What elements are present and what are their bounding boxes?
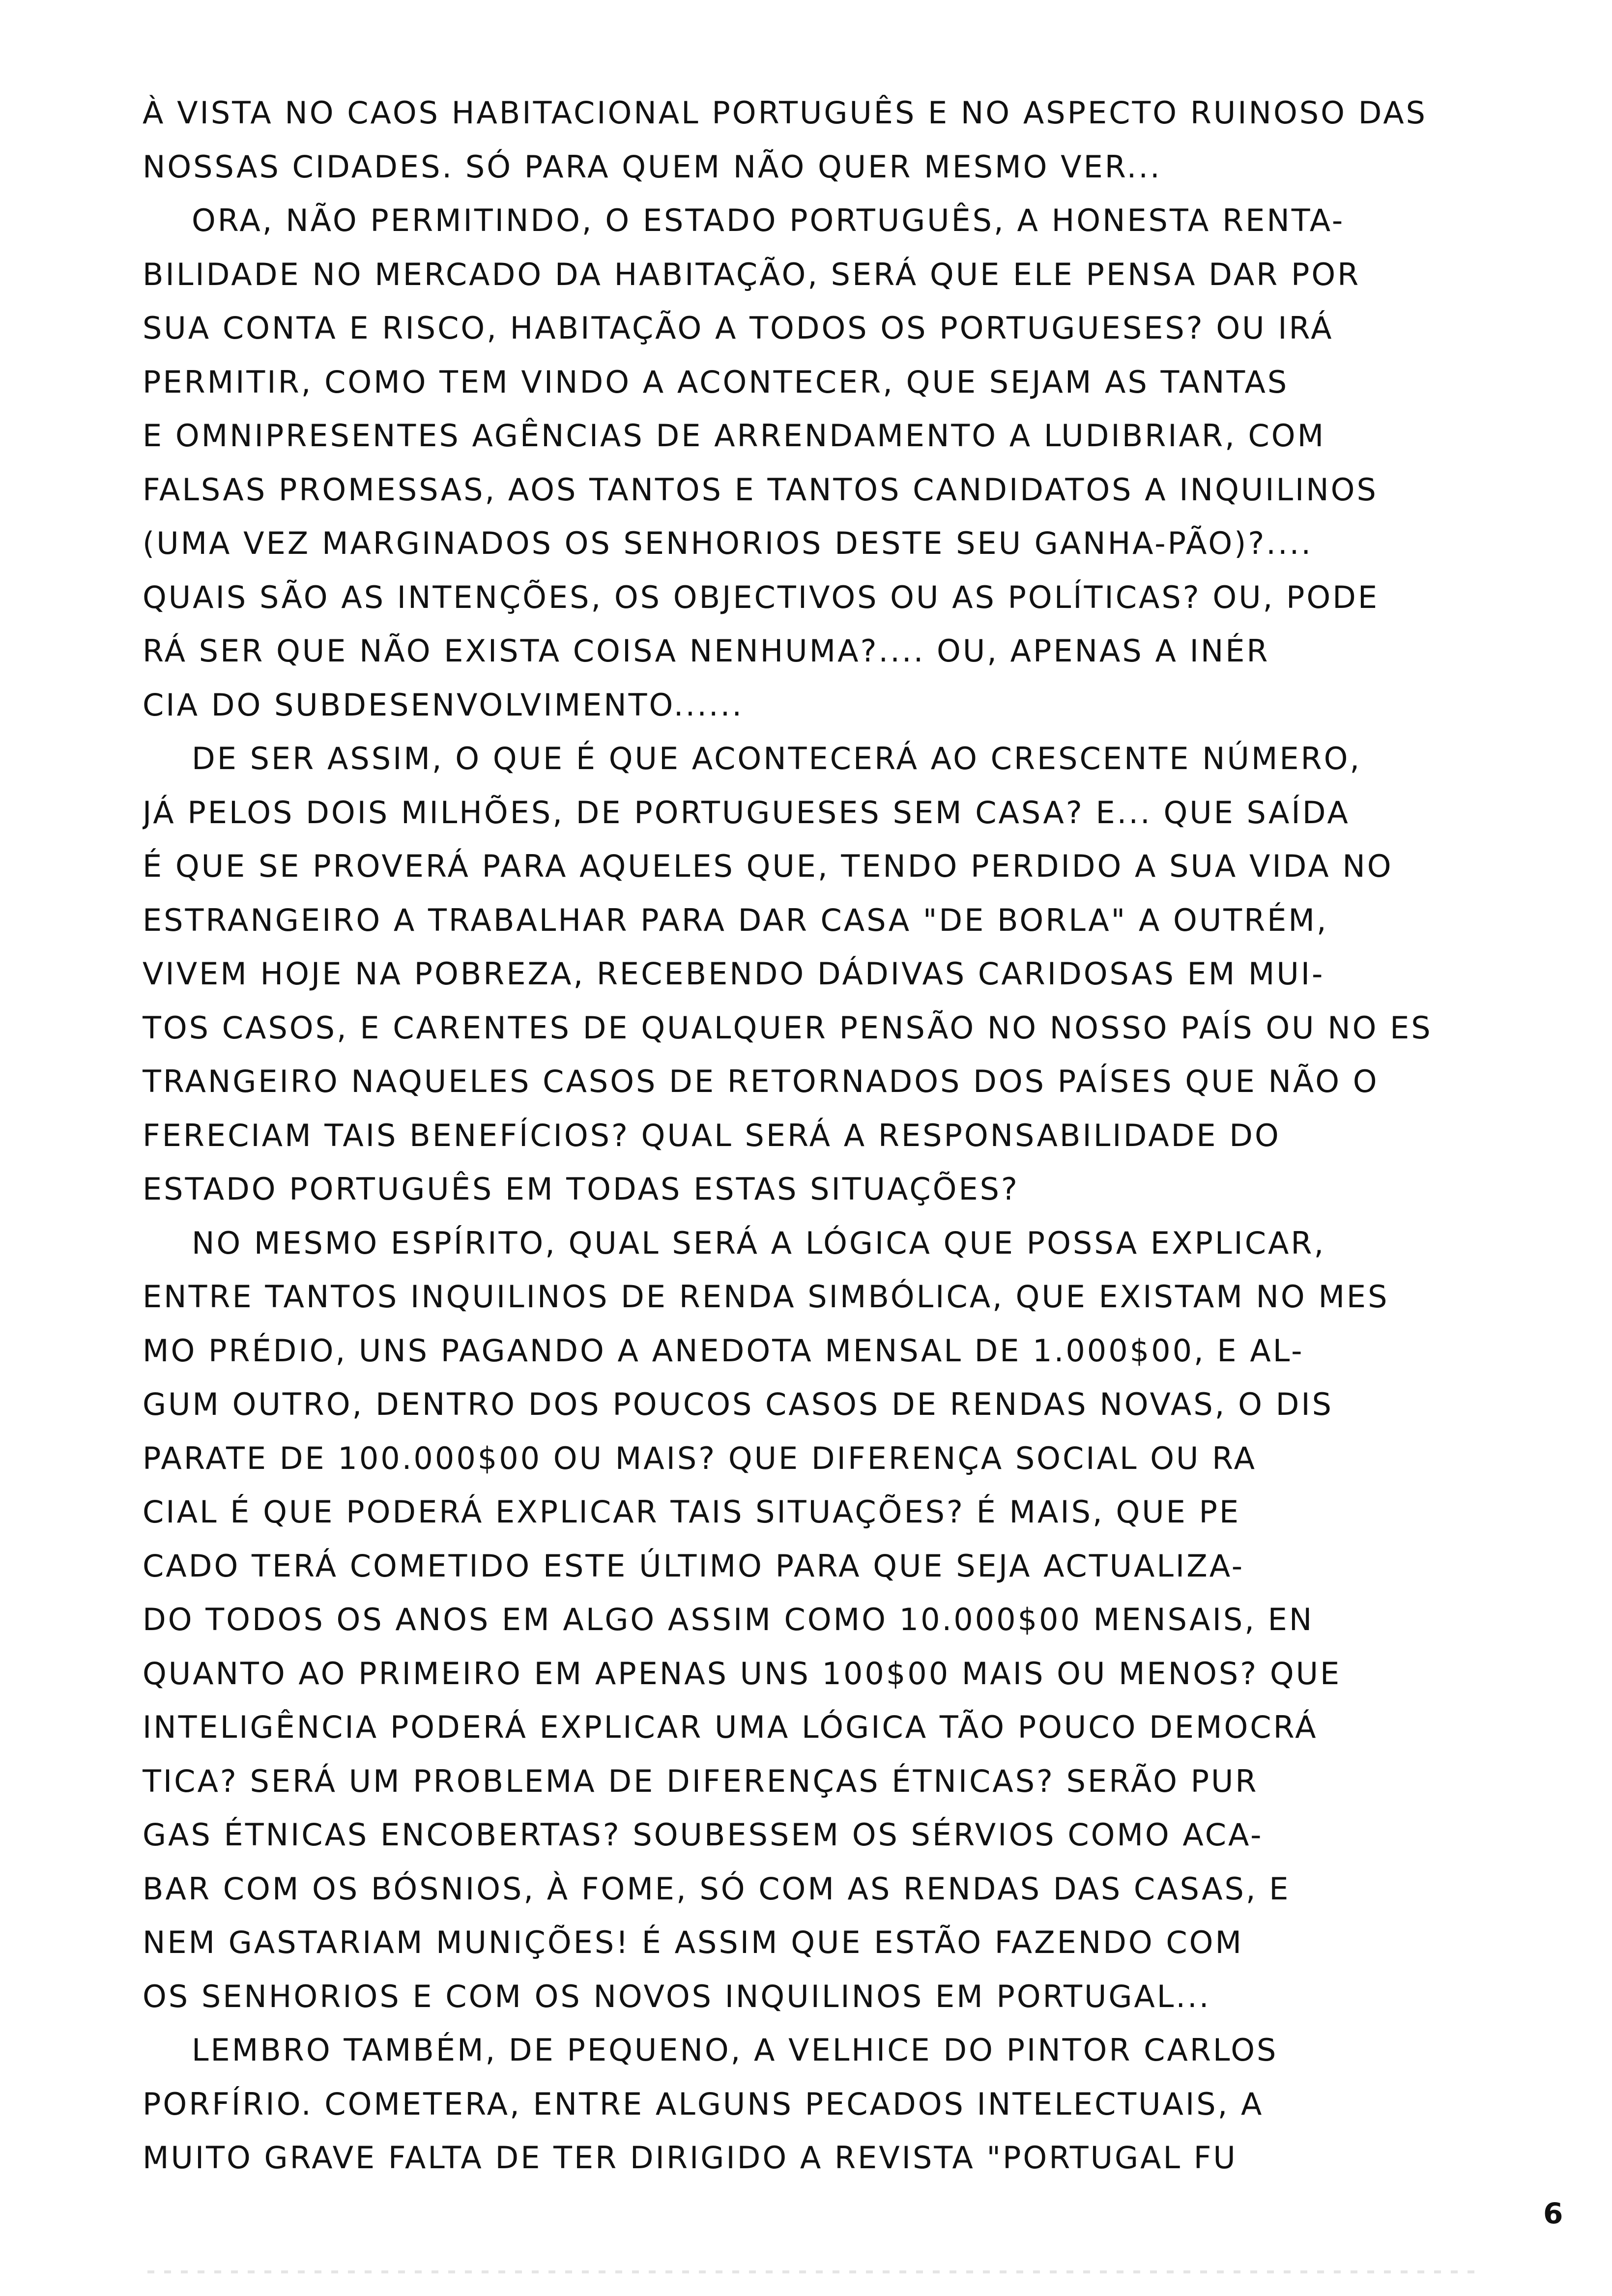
text-line: BILIDADE NO MERCADO DA HABITAÇÃO, SERÁ QUE ELE PENSA DAR POR: [143, 256, 1361, 292]
text-line: ENTRE TANTOS INQUILINOS DE RENDA SIMBÓLICA, QUE EXISTAM NO MES: [143, 1279, 1389, 1315]
text-line: LEMBRO TAMBÉM, DE PEQUENO, A VELHICE DO PINTOR CARLOS: [192, 2032, 1278, 2068]
text-line: INTELIGÊNCIA PODERÁ EXPLICAR UMA LÓGICA TÃO POUCO DEMOCRÁ: [143, 1709, 1318, 1745]
text-line: QUANTO AO PRIMEIRO EM APENAS UNS 100$00 MAIS OU MENOS? QUE: [143, 1655, 1342, 1692]
text-line: OS SENHORIOS E COM OS NOVOS INQUILINOS EM PORTUGAL...: [143, 1978, 1211, 2014]
text-line: PORFÍRIO. COMETERA, ENTRE ALGUNS PECADOS INTELECTUAIS, A: [143, 2086, 1264, 2122]
text-line: ESTRANGEIRO A TRABALHAR PARA DAR CASA "DE BORLA" A OUTRÉM,: [143, 902, 1328, 938]
text-line: TOS CASOS, E CARENTES DE QUALQUER PENSÃO NO NOSSO PAÍS OU NO ES: [143, 1009, 1433, 1046]
text-line: (UMA VEZ MARGINADOS OS SENHORIOS DESTE SEU GANHA-PÃO)?....: [143, 525, 1313, 561]
text-line: GAS ÉTNICAS ENCOBERTAS? SOUBESSEM OS SÉRVIOS COMO ACA-: [143, 1817, 1264, 1853]
text-line: É QUE SE PROVERÁ PARA AQUELES QUE, TENDO PERDIDO A SUA VIDA NO: [143, 848, 1393, 884]
text-line: CADO TERÁ COMETIDO ESTE ÚLTIMO PARA QUE SEJA ACTUALIZA-: [143, 1548, 1245, 1584]
text-line: DE SER ASSIM, O QUE É QUE ACONTECERÁ AO CRESCENTE NÚMERO,: [192, 741, 1362, 776]
text-line: ESTADO PORTUGUÊS EM TODAS ESTAS SITUAÇÕES?: [143, 1171, 1019, 1207]
scan-artifact-divider: [147, 2270, 1474, 2273]
text-line: À VISTA NO CAOS HABITACIONAL PORTUGUÊS E NO ASPECTO RUINOSO DAS: [143, 95, 1428, 131]
text-line: E OMNIPRESENTES AGÊNCIAS DE ARRENDAMENTO A LUDIBRIAR, COM: [143, 418, 1326, 454]
text-line: PERMITIR, COMO TEM VINDO A ACONTECER, QUE SEJAM AS TANTAS: [143, 364, 1289, 400]
text-line: VIVEM HOJE NA POBREZA, RECEBENDO DÁDIVAS CARIDOSAS EM MUI-: [143, 956, 1325, 992]
text-line: JÁ PELOS DOIS MILHÕES, DE PORTUGUESES SEM CASA? E... QUE SAÍDA: [143, 794, 1350, 831]
text-line: QUAIS SÃO AS INTENÇÕES, OS OBJECTIVOS OU AS POLÍTICAS? OU, PODE: [143, 579, 1380, 615]
text-line: MUITO GRAVE FALTA DE TER DIRIGIDO A REVISTA "PORTUGAL FU: [143, 2140, 1238, 2176]
text-line: FERECIAM TAIS BENEFÍCIOS? QUAL SERÁ A RESPONSABILIDADE DO: [143, 1117, 1281, 1153]
text-line: ORA, NÃO PERMITINDO, O ESTADO PORTUGUÊS, A HONESTA RENTA-: [192, 202, 1345, 238]
text-line: TRANGEIRO NAQUELES CASOS DE RETORNADOS DOS PAÍSES QUE NÃO O: [143, 1063, 1379, 1099]
text-line: FALSAS PROMESSAS, AOS TANTOS E TANTOS CANDIDATOS A INQUILINOS: [143, 471, 1378, 508]
text-line: SUA CONTA E RISCO, HABITAÇÃO A TODOS OS PORTUGUESES? OU IRÁ: [143, 310, 1334, 346]
text-line: PARATE DE 100.000$00 OU MAIS? QUE DIFERENÇA SOCIAL OU RA: [143, 1440, 1257, 1476]
handwritten-text-body: [143, 86, 1568, 2185]
text-line: DO TODOS OS ANOS EM ALGO ASSIM COMO 10.000$00 MENSAIS, EN: [143, 1602, 1314, 1637]
text-line: TICA? SERÁ UM PROBLEMA DE DIFERENÇAS ÉTNICAS? SERÃO PUR: [143, 1763, 1259, 1799]
page-number: 6: [1543, 2197, 1563, 2230]
text-line: NOSSAS CIDADES. SÓ PARA QUEM NÃO QUER MESMO VER...: [143, 148, 1162, 185]
text-line: NO MESMO ESPÍRITO, QUAL SERÁ A LÓGICA QUE POSSA EXPLICAR,: [192, 1225, 1326, 1261]
text-line: RÁ SER QUE NÃO EXISTA COISA NENHUMA?.... OU, APENAS A INÉR: [143, 633, 1270, 669]
text-line: CIAL É QUE PODERÁ EXPLICAR TAIS SITUAÇÕES? É MAIS, QUE PE: [143, 1494, 1241, 1530]
text-line: BAR COM OS BÓSNIOS, À FOME, SÓ COM AS RENDAS DAS CASAS, E: [143, 1870, 1291, 1907]
text-line: NEM GASTARIAM MUNIÇÕES! É ASSIM QUE ESTÃO FAZENDO COM: [143, 1924, 1243, 1960]
text-line: CIA DO SUBDESENVOLVIMENTO......: [143, 687, 744, 723]
text-line: GUM OUTRO, DENTRO DOS POUCOS CASOS DE RENDAS NOVAS, O DIS: [143, 1386, 1333, 1422]
text-line: MO PRÉDIO, UNS PAGANDO A ANEDOTA MENSAL DE 1.000$00, E AL-: [143, 1332, 1304, 1369]
